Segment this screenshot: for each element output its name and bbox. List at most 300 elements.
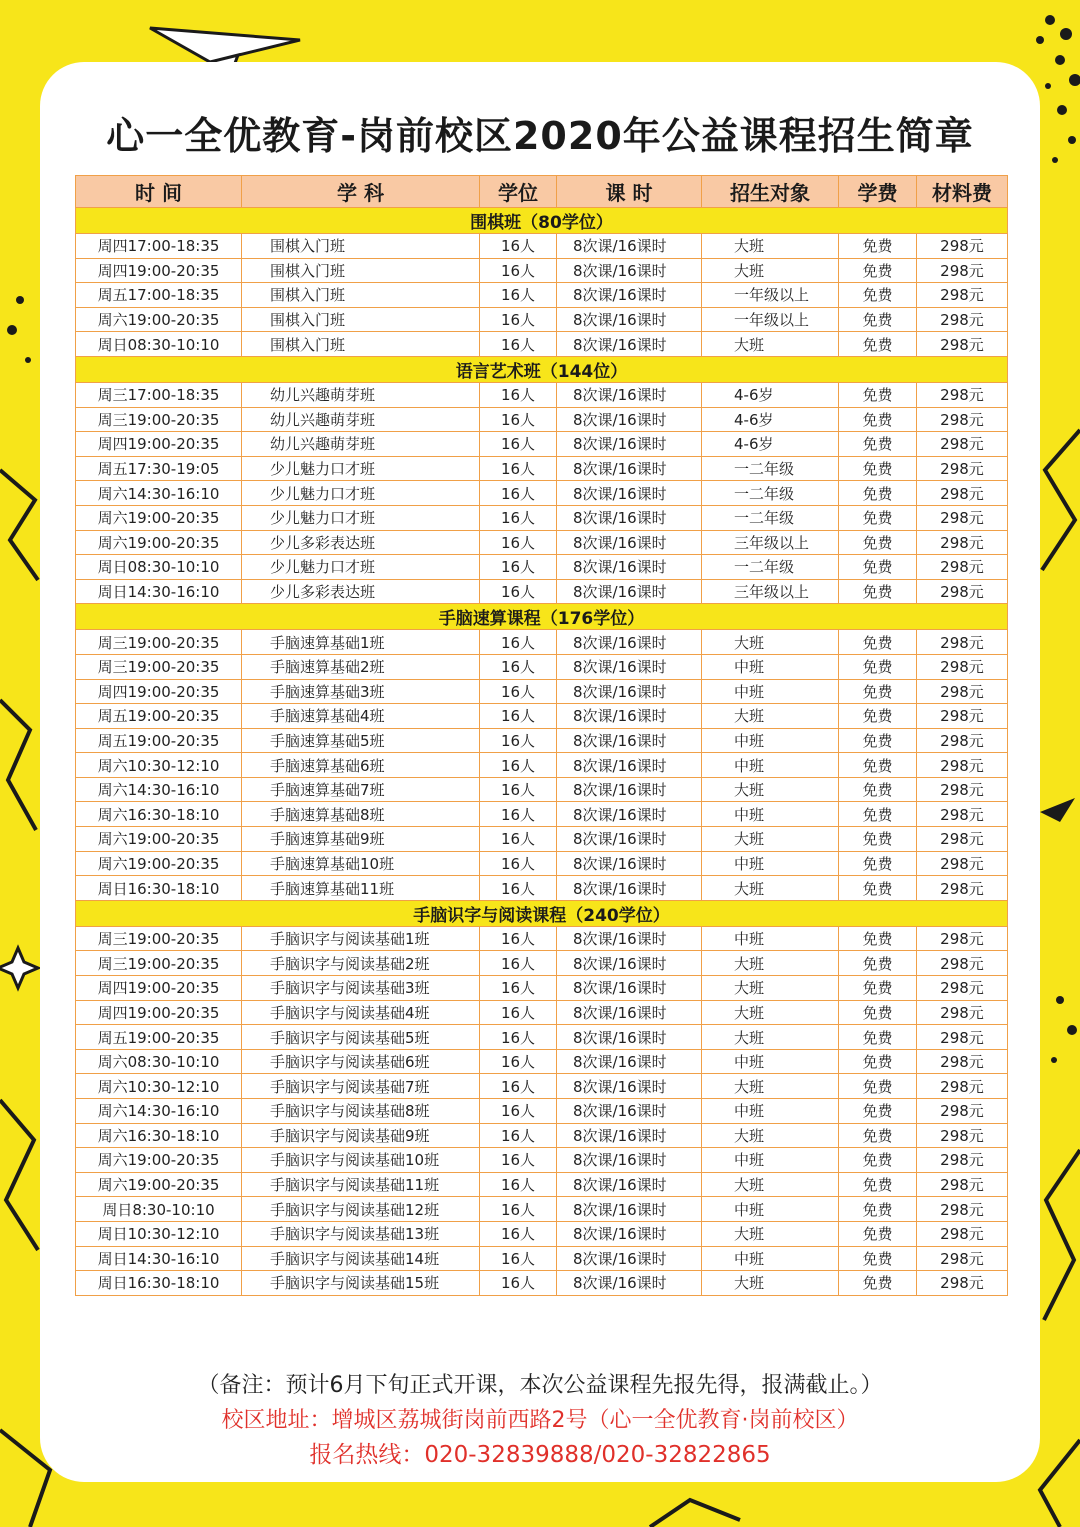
cell-time: 周五19:00-20:35 xyxy=(76,704,242,729)
cell-material-fee: 298元 xyxy=(917,258,1008,283)
cell-tuition: 免费 xyxy=(839,258,917,283)
cell-subject: 手脑识字与阅读基础11班 xyxy=(242,1172,480,1197)
cell-time: 周四17:00-18:35 xyxy=(76,234,242,259)
table-row xyxy=(76,307,1008,332)
cell-time: 周三19:00-20:35 xyxy=(76,926,242,951)
cell-tuition: 免费 xyxy=(839,876,917,901)
cell-time: 周四19:00-20:35 xyxy=(76,976,242,1001)
cell-audience: 大班 xyxy=(702,1074,839,1099)
section-title: 语言艺术班（144位） xyxy=(76,356,1008,382)
cell-material-fee: 298元 xyxy=(917,630,1008,655)
section-header-row xyxy=(76,356,1008,382)
cell-time: 周六19:00-20:35 xyxy=(76,307,242,332)
table-row xyxy=(76,876,1008,901)
cell-seats: 16人 xyxy=(480,382,557,407)
cell-seats: 16人 xyxy=(480,332,557,357)
cell-lessons: 8次课/16课时 xyxy=(557,579,702,604)
cell-seats: 16人 xyxy=(480,728,557,753)
cell-time: 周日14:30-16:10 xyxy=(76,1246,242,1271)
cell-seats: 16人 xyxy=(480,876,557,901)
cell-lessons: 8次课/16课时 xyxy=(557,1148,702,1173)
table-row xyxy=(76,1271,1008,1296)
cell-subject: 手脑识字与阅读基础7班 xyxy=(242,1074,480,1099)
table-row xyxy=(76,851,1008,876)
cell-time: 周六16:30-18:10 xyxy=(76,802,242,827)
cell-time: 周五19:00-20:35 xyxy=(76,1025,242,1050)
cell-audience: 中班 xyxy=(702,753,839,778)
cell-seats: 16人 xyxy=(480,654,557,679)
cell-time: 周日16:30-18:10 xyxy=(76,1271,242,1296)
cell-time: 周六14:30-16:10 xyxy=(76,1099,242,1124)
section-header-row xyxy=(76,604,1008,630)
cell-tuition: 免费 xyxy=(839,654,917,679)
cell-subject: 手脑识字与阅读基础8班 xyxy=(242,1099,480,1124)
cell-subject: 幼儿兴趣萌芽班 xyxy=(242,407,480,432)
cell-lessons: 8次课/16课时 xyxy=(557,505,702,530)
cell-time: 周四19:00-20:35 xyxy=(76,1000,242,1025)
cell-tuition: 免费 xyxy=(839,976,917,1001)
cell-lessons: 8次课/16课时 xyxy=(557,1197,702,1222)
table-row xyxy=(76,481,1008,506)
table-row xyxy=(76,777,1008,802)
cell-tuition: 免费 xyxy=(839,728,917,753)
cell-lessons: 8次课/16课时 xyxy=(557,456,702,481)
table-row xyxy=(76,1049,1008,1074)
cell-time: 周日8:30-10:10 xyxy=(76,1197,242,1222)
cell-audience: 大班 xyxy=(702,951,839,976)
cell-subject: 手脑速算基础9班 xyxy=(242,827,480,852)
cell-lessons: 8次课/16课时 xyxy=(557,753,702,778)
cell-lessons: 8次课/16课时 xyxy=(557,1049,702,1074)
cell-lessons: 8次课/16课时 xyxy=(557,976,702,1001)
cell-audience: 大班 xyxy=(702,827,839,852)
cell-subject: 少儿多彩表达班 xyxy=(242,579,480,604)
table-header-row xyxy=(76,176,1008,208)
cell-lessons: 8次课/16课时 xyxy=(557,1074,702,1099)
cell-tuition: 免费 xyxy=(839,332,917,357)
cell-time: 周四19:00-20:35 xyxy=(76,258,242,283)
cell-time: 周三19:00-20:35 xyxy=(76,654,242,679)
cell-seats: 16人 xyxy=(480,704,557,729)
cell-tuition: 免费 xyxy=(839,1049,917,1074)
cell-seats: 16人 xyxy=(480,432,557,457)
cell-lessons: 8次课/16课时 xyxy=(557,654,702,679)
cell-subject: 手脑识字与阅读基础5班 xyxy=(242,1025,480,1050)
table-row xyxy=(76,555,1008,580)
cell-audience: 中班 xyxy=(702,654,839,679)
remark-note: （备注：预计6月下旬正式开课，本次公益课程先报先得，报满截止。） xyxy=(197,1373,883,1398)
cell-time: 周三19:00-20:35 xyxy=(76,407,242,432)
cell-material-fee: 298元 xyxy=(917,1000,1008,1025)
cell-subject: 手脑识字与阅读基础15班 xyxy=(242,1271,480,1296)
cell-subject: 围棋入门班 xyxy=(242,234,480,259)
cell-material-fee: 298元 xyxy=(917,1074,1008,1099)
cell-seats: 16人 xyxy=(480,579,557,604)
cell-tuition: 免费 xyxy=(839,530,917,555)
cell-tuition: 免费 xyxy=(839,777,917,802)
cell-audience: 一二年级 xyxy=(702,505,839,530)
cell-time: 周六10:30-12:10 xyxy=(76,1074,242,1099)
cell-tuition: 免费 xyxy=(839,456,917,481)
cell-seats: 16人 xyxy=(480,926,557,951)
cell-audience: 大班 xyxy=(702,1000,839,1025)
cell-material-fee: 298元 xyxy=(917,307,1008,332)
table-row xyxy=(76,827,1008,852)
cell-audience: 中班 xyxy=(702,679,839,704)
cell-tuition: 免费 xyxy=(839,1148,917,1173)
cell-tuition: 免费 xyxy=(839,1074,917,1099)
cell-lessons: 8次课/16课时 xyxy=(557,679,702,704)
cell-material-fee: 298元 xyxy=(917,1148,1008,1173)
cell-audience: 一二年级 xyxy=(702,456,839,481)
section-header-row xyxy=(76,208,1008,234)
table-row xyxy=(76,654,1008,679)
cell-material-fee: 298元 xyxy=(917,951,1008,976)
table-row xyxy=(76,530,1008,555)
cell-material-fee: 298元 xyxy=(917,976,1008,1001)
column-header-time: 时 间 xyxy=(76,176,242,208)
cell-audience: 中班 xyxy=(702,1049,839,1074)
cell-material-fee: 298元 xyxy=(917,407,1008,432)
cell-material-fee: 298元 xyxy=(917,283,1008,308)
campus-address: 校区地址：增城区荔城街岗前西路2号（心一全优教育·岗前校区） xyxy=(221,1408,859,1433)
table-row xyxy=(76,456,1008,481)
cell-seats: 16人 xyxy=(480,283,557,308)
table-row xyxy=(76,976,1008,1001)
cell-lessons: 8次课/16课时 xyxy=(557,555,702,580)
crack-line-icon xyxy=(0,700,36,830)
cell-tuition: 免费 xyxy=(839,234,917,259)
cell-tuition: 免费 xyxy=(839,307,917,332)
cell-seats: 16人 xyxy=(480,777,557,802)
cell-subject: 幼儿兴趣萌芽班 xyxy=(242,432,480,457)
cell-subject: 手脑识字与阅读基础10班 xyxy=(242,1148,480,1173)
cell-material-fee: 298元 xyxy=(917,753,1008,778)
cell-tuition: 免费 xyxy=(839,1246,917,1271)
cell-tuition: 免费 xyxy=(839,432,917,457)
cell-subject: 围棋入门班 xyxy=(242,332,480,357)
table-row xyxy=(76,283,1008,308)
cell-time: 周六19:00-20:35 xyxy=(76,1148,242,1173)
table-row xyxy=(76,579,1008,604)
cell-seats: 16人 xyxy=(480,1148,557,1173)
cell-seats: 16人 xyxy=(480,1025,557,1050)
cell-material-fee: 298元 xyxy=(917,1271,1008,1296)
cell-audience: 大班 xyxy=(702,876,839,901)
cell-seats: 16人 xyxy=(480,258,557,283)
crack-line-icon xyxy=(650,1500,740,1527)
cell-subject: 围棋入门班 xyxy=(242,258,480,283)
cell-audience: 大班 xyxy=(702,1172,839,1197)
cell-material-fee: 298元 xyxy=(917,679,1008,704)
cell-tuition: 免费 xyxy=(839,1221,917,1246)
table-row xyxy=(76,704,1008,729)
cell-seats: 16人 xyxy=(480,1123,557,1148)
cell-audience: 大班 xyxy=(702,258,839,283)
cell-audience: 三年级以上 xyxy=(702,579,839,604)
cell-subject: 手脑速算基础2班 xyxy=(242,654,480,679)
cell-material-fee: 298元 xyxy=(917,1172,1008,1197)
cell-audience: 中班 xyxy=(702,1246,839,1271)
cell-material-fee: 298元 xyxy=(917,505,1008,530)
table-row xyxy=(76,505,1008,530)
cell-material-fee: 298元 xyxy=(917,555,1008,580)
cell-seats: 16人 xyxy=(480,1074,557,1099)
cell-lessons: 8次课/16课时 xyxy=(557,307,702,332)
cell-seats: 16人 xyxy=(480,530,557,555)
cell-audience: 大班 xyxy=(702,777,839,802)
cell-tuition: 免费 xyxy=(839,579,917,604)
cell-seats: 16人 xyxy=(480,802,557,827)
cell-audience: 一年级以上 xyxy=(702,283,839,308)
cell-time: 周六16:30-18:10 xyxy=(76,1123,242,1148)
column-header-seats: 学位 xyxy=(480,176,557,208)
cell-subject: 少儿魅力口才班 xyxy=(242,505,480,530)
cell-lessons: 8次课/16课时 xyxy=(557,1123,702,1148)
cell-lessons: 8次课/16课时 xyxy=(557,777,702,802)
cell-lessons: 8次课/16课时 xyxy=(557,481,702,506)
cell-seats: 16人 xyxy=(480,1197,557,1222)
cell-seats: 16人 xyxy=(480,234,557,259)
table-row xyxy=(76,1221,1008,1246)
cell-subject: 少儿魅力口才班 xyxy=(242,456,480,481)
cell-material-fee: 298元 xyxy=(917,234,1008,259)
cell-seats: 16人 xyxy=(480,505,557,530)
cell-audience: 大班 xyxy=(702,332,839,357)
section-header-row xyxy=(76,900,1008,926)
cell-tuition: 免费 xyxy=(839,283,917,308)
cell-material-fee: 298元 xyxy=(917,1123,1008,1148)
cell-subject: 手脑速算基础7班 xyxy=(242,777,480,802)
crack-line-icon xyxy=(0,1100,38,1250)
cell-time: 周日16:30-18:10 xyxy=(76,876,242,901)
cell-seats: 16人 xyxy=(480,753,557,778)
cell-material-fee: 298元 xyxy=(917,777,1008,802)
cell-subject: 手脑识字与阅读基础3班 xyxy=(242,976,480,1001)
cell-subject: 手脑速算基础4班 xyxy=(242,704,480,729)
cell-material-fee: 298元 xyxy=(917,1049,1008,1074)
cell-time: 周六14:30-16:10 xyxy=(76,777,242,802)
cell-subject: 手脑速算基础3班 xyxy=(242,679,480,704)
cell-time: 周六08:30-10:10 xyxy=(76,1049,242,1074)
table-row xyxy=(76,802,1008,827)
cell-tuition: 免费 xyxy=(839,382,917,407)
cell-subject: 手脑识字与阅读基础4班 xyxy=(242,1000,480,1025)
cell-subject: 少儿魅力口才班 xyxy=(242,481,480,506)
table-row xyxy=(76,630,1008,655)
table-row xyxy=(76,1246,1008,1271)
cell-time: 周五17:30-19:05 xyxy=(76,456,242,481)
cell-time: 周日08:30-10:10 xyxy=(76,332,242,357)
table-row xyxy=(76,1148,1008,1173)
cell-time: 周四19:00-20:35 xyxy=(76,679,242,704)
table-row xyxy=(76,926,1008,951)
cell-time: 周六14:30-16:10 xyxy=(76,481,242,506)
cell-lessons: 8次课/16课时 xyxy=(557,407,702,432)
cell-lessons: 8次课/16课时 xyxy=(557,851,702,876)
cell-tuition: 免费 xyxy=(839,951,917,976)
cell-seats: 16人 xyxy=(480,307,557,332)
cell-time: 周日08:30-10:10 xyxy=(76,555,242,580)
cell-seats: 16人 xyxy=(480,1172,557,1197)
cell-seats: 16人 xyxy=(480,481,557,506)
cell-subject: 手脑速算基础8班 xyxy=(242,802,480,827)
cell-audience: 中班 xyxy=(702,926,839,951)
cell-time: 周六19:00-20:35 xyxy=(76,851,242,876)
cell-audience: 大班 xyxy=(702,1025,839,1050)
cell-tuition: 免费 xyxy=(839,1025,917,1050)
section-title: 手脑速算课程（176学位） xyxy=(76,604,1008,630)
cell-lessons: 8次课/16课时 xyxy=(557,1221,702,1246)
cell-tuition: 免费 xyxy=(839,1000,917,1025)
cell-seats: 16人 xyxy=(480,1049,557,1074)
cell-seats: 16人 xyxy=(480,630,557,655)
cell-time: 周日14:30-16:10 xyxy=(76,579,242,604)
cell-lessons: 8次课/16课时 xyxy=(557,234,702,259)
table-row xyxy=(76,1099,1008,1124)
cell-audience: 中班 xyxy=(702,802,839,827)
cell-seats: 16人 xyxy=(480,456,557,481)
cell-time: 周六19:00-20:35 xyxy=(76,530,242,555)
cell-audience: 中班 xyxy=(702,1197,839,1222)
table-row xyxy=(76,1000,1008,1025)
cell-material-fee: 298元 xyxy=(917,654,1008,679)
cell-lessons: 8次课/16课时 xyxy=(557,332,702,357)
cell-lessons: 8次课/16课时 xyxy=(557,1025,702,1050)
cell-material-fee: 298元 xyxy=(917,728,1008,753)
column-header-material-fee: 材料费 xyxy=(917,176,1008,208)
cell-subject: 手脑速算基础5班 xyxy=(242,728,480,753)
cell-lessons: 8次课/16课时 xyxy=(557,1172,702,1197)
cell-seats: 16人 xyxy=(480,1246,557,1271)
table-row xyxy=(76,432,1008,457)
cell-material-fee: 298元 xyxy=(917,1099,1008,1124)
cell-tuition: 免费 xyxy=(839,851,917,876)
cell-time: 周三19:00-20:35 xyxy=(76,951,242,976)
cell-audience: 三年级以上 xyxy=(702,530,839,555)
cell-lessons: 8次课/16课时 xyxy=(557,926,702,951)
table-row xyxy=(76,1074,1008,1099)
cell-seats: 16人 xyxy=(480,1099,557,1124)
cell-subject: 手脑速算基础11班 xyxy=(242,876,480,901)
cell-lessons: 8次课/16课时 xyxy=(557,432,702,457)
cell-audience: 大班 xyxy=(702,704,839,729)
cell-material-fee: 298元 xyxy=(917,579,1008,604)
cell-material-fee: 298元 xyxy=(917,926,1008,951)
cell-lessons: 8次课/16课时 xyxy=(557,951,702,976)
cell-tuition: 免费 xyxy=(839,630,917,655)
cell-tuition: 免费 xyxy=(839,802,917,827)
column-header-tuition: 学费 xyxy=(839,176,917,208)
table-row xyxy=(76,1025,1008,1050)
cell-tuition: 免费 xyxy=(839,679,917,704)
cell-subject: 少儿多彩表达班 xyxy=(242,530,480,555)
cell-tuition: 免费 xyxy=(839,753,917,778)
cell-material-fee: 298元 xyxy=(917,1221,1008,1246)
cell-seats: 16人 xyxy=(480,555,557,580)
cell-audience: 一二年级 xyxy=(702,481,839,506)
cell-material-fee: 298元 xyxy=(917,332,1008,357)
cell-subject: 围棋入门班 xyxy=(242,307,480,332)
table-row xyxy=(76,753,1008,778)
cell-seats: 16人 xyxy=(480,1000,557,1025)
column-header-audience: 招生对象 xyxy=(702,176,839,208)
cell-time: 周三17:00-18:35 xyxy=(76,382,242,407)
cell-material-fee: 298元 xyxy=(917,456,1008,481)
cell-time: 周五17:00-18:35 xyxy=(76,283,242,308)
cell-material-fee: 298元 xyxy=(917,876,1008,901)
cell-material-fee: 298元 xyxy=(917,1025,1008,1050)
cell-time: 周六19:00-20:35 xyxy=(76,1172,242,1197)
cell-lessons: 8次课/16课时 xyxy=(557,827,702,852)
cell-material-fee: 298元 xyxy=(917,481,1008,506)
cell-lessons: 8次课/16课时 xyxy=(557,1000,702,1025)
cell-time: 周六19:00-20:35 xyxy=(76,827,242,852)
table-row xyxy=(76,679,1008,704)
cell-lessons: 8次课/16课时 xyxy=(557,876,702,901)
cell-audience: 中班 xyxy=(702,1099,839,1124)
cell-tuition: 免费 xyxy=(839,827,917,852)
cell-subject: 幼儿兴趣萌芽班 xyxy=(242,382,480,407)
schedule-table xyxy=(75,175,1008,1296)
table-row xyxy=(76,258,1008,283)
cell-tuition: 免费 xyxy=(839,1271,917,1296)
cell-audience: 中班 xyxy=(702,1148,839,1173)
page-title: 心一全优教育-岗前校区2020年公益课程招生简章 xyxy=(106,114,974,158)
cell-audience: 4-6岁 xyxy=(702,382,839,407)
cell-subject: 手脑识字与阅读基础12班 xyxy=(242,1197,480,1222)
cell-tuition: 免费 xyxy=(839,505,917,530)
column-header-subject: 学 科 xyxy=(242,176,480,208)
table-row xyxy=(76,728,1008,753)
cell-tuition: 免费 xyxy=(839,555,917,580)
cell-time: 周六10:30-12:10 xyxy=(76,753,242,778)
cell-material-fee: 298元 xyxy=(917,827,1008,852)
cell-material-fee: 298元 xyxy=(917,851,1008,876)
cell-lessons: 8次课/16课时 xyxy=(557,630,702,655)
cell-tuition: 免费 xyxy=(839,704,917,729)
cell-material-fee: 298元 xyxy=(917,432,1008,457)
cell-time: 周日10:30-12:10 xyxy=(76,1221,242,1246)
cell-lessons: 8次课/16课时 xyxy=(557,1099,702,1124)
cell-audience: 中班 xyxy=(702,851,839,876)
cell-material-fee: 298元 xyxy=(917,802,1008,827)
cell-audience: 大班 xyxy=(702,1123,839,1148)
cell-subject: 手脑识字与阅读基础2班 xyxy=(242,951,480,976)
cell-material-fee: 298元 xyxy=(917,1197,1008,1222)
cell-lessons: 8次课/16课时 xyxy=(557,1271,702,1296)
cell-time: 周五19:00-20:35 xyxy=(76,728,242,753)
cell-material-fee: 298元 xyxy=(917,704,1008,729)
cell-tuition: 免费 xyxy=(839,481,917,506)
crack-line-icon xyxy=(0,470,38,580)
cell-lessons: 8次课/16课时 xyxy=(557,704,702,729)
table-row xyxy=(76,1123,1008,1148)
cell-subject: 手脑速算基础10班 xyxy=(242,851,480,876)
crack-line-icon xyxy=(1044,1150,1080,1320)
table-row xyxy=(76,951,1008,976)
cell-time: 周四19:00-20:35 xyxy=(76,432,242,457)
cell-tuition: 免费 xyxy=(839,1197,917,1222)
cell-tuition: 免费 xyxy=(839,926,917,951)
cell-material-fee: 298元 xyxy=(917,382,1008,407)
cell-time: 周三19:00-20:35 xyxy=(76,630,242,655)
cell-lessons: 8次课/16课时 xyxy=(557,283,702,308)
cell-subject: 手脑识字与阅读基础6班 xyxy=(242,1049,480,1074)
cell-lessons: 8次课/16课时 xyxy=(557,258,702,283)
cell-time: 周六19:00-20:35 xyxy=(76,505,242,530)
section-title: 手脑识字与阅读课程（240学位） xyxy=(76,900,1008,926)
